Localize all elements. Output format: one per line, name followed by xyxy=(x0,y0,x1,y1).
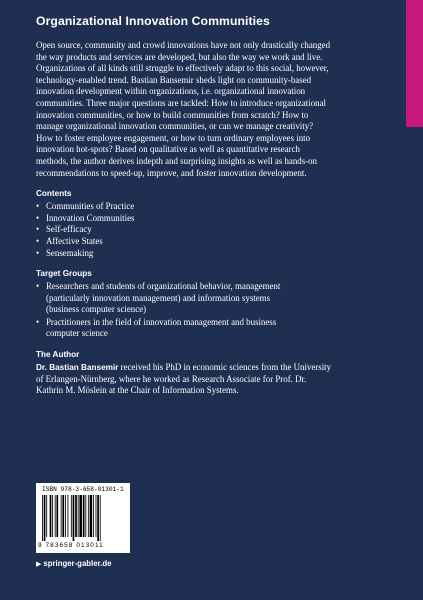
abstract-line: innovation development within organizations, i.e. organizational innovation xyxy=(36,86,306,97)
list-item xyxy=(36,317,398,340)
author-heading: The Author xyxy=(36,350,80,360)
abstract-line: the way products and services are developed, but also the way we work and live. xyxy=(36,51,323,62)
target-groups-heading: Target Groups xyxy=(36,269,92,279)
abstract-line: Organizations of all kinds still struggle to effectively adapt to this social, however, xyxy=(36,63,329,74)
author-bio xyxy=(36,362,398,397)
barcode-bar xyxy=(56,495,58,537)
barcode-bar xyxy=(75,495,77,537)
contents-heading: Contents xyxy=(36,189,72,199)
list-item-label: Sensemaking xyxy=(46,247,94,258)
abstract-line: recommendations to speed-up, improve, and foster innovation development. xyxy=(36,167,307,178)
barcode-bar xyxy=(93,495,94,537)
abstract-line: manage organizational innovation communities, or can we manage creativity? xyxy=(36,121,314,132)
bullet-icon: • xyxy=(36,247,40,258)
abstract-paragraph xyxy=(36,40,398,179)
author-bio-line: Kathrin M. Möslein at the Chair of Information Systems. xyxy=(36,385,239,396)
abstract-line: methods, the author derives indepth and surprising insights as well as hands-on xyxy=(36,155,317,166)
barcode-bar xyxy=(71,495,72,537)
barcode-bar xyxy=(96,495,97,537)
abstract-line: How to foster employee engagement, or how to turn ordinary employees into xyxy=(36,132,311,143)
barcode-bar xyxy=(55,495,56,537)
barcode-bar xyxy=(50,495,52,537)
barcode-bar xyxy=(85,495,86,537)
barcode-bar xyxy=(46,495,47,537)
book-title: Organizational Innovation Communities xyxy=(36,14,270,28)
list-item xyxy=(36,281,398,316)
barcode-bar xyxy=(88,495,89,537)
target-groups-list xyxy=(36,281,398,340)
list-item xyxy=(36,201,398,213)
list-item-line: (particularly innovation management) and information systems xyxy=(46,292,271,303)
isbn-number: ISBN 978-3-658-01301-1 xyxy=(42,486,124,493)
barcode-bar xyxy=(73,495,75,541)
list-item-label: Communities of Practice xyxy=(46,201,135,212)
barcode-bar xyxy=(78,495,79,537)
barcode-bar xyxy=(44,495,46,541)
barcode-bar xyxy=(62,495,64,537)
abstract-line: technology-enabled trend. Bastian Bansemir sheds light on community-based xyxy=(36,74,312,85)
abstract-line: innovation communities, or how to build communities from scratch? How to xyxy=(36,109,309,120)
isbn-barcode xyxy=(36,483,130,553)
barcode-bars xyxy=(42,495,124,541)
barcode-bar xyxy=(52,495,53,537)
list-item xyxy=(36,213,398,225)
bullet-icon: • xyxy=(36,235,40,246)
abstract-line: Open source, community and crowd innovations have not only drastically changed xyxy=(36,40,331,50)
author-name: Dr. Bastian Bansemir xyxy=(36,363,119,373)
bullet-icon: • xyxy=(36,316,40,327)
barcode-digits: 9 783658 013011 xyxy=(38,542,104,549)
barcode-bar xyxy=(61,495,62,537)
list-item-line: (business computer science) xyxy=(46,304,147,315)
abstract-line: communities. Three major questions are tackled: How to introduce organizational xyxy=(36,97,326,108)
barcode-bar xyxy=(100,495,101,541)
barcode-bar xyxy=(79,495,82,537)
list-item xyxy=(36,224,398,236)
list-item-label: Affective States xyxy=(46,235,103,246)
barcode-bar xyxy=(90,495,93,537)
list-item-line: Practitioners in the field of innovation management and business xyxy=(46,316,277,327)
author-bio-line: of Erlangen-Nürnberg, where he worked as Research Associate for Prof. Dr. xyxy=(36,373,307,384)
back-cover-text xyxy=(36,14,398,397)
bullet-icon: • xyxy=(36,224,40,235)
contents-list xyxy=(36,201,398,259)
list-item xyxy=(36,236,398,248)
magenta-accent-bar xyxy=(406,0,423,127)
list-item-line: computer science xyxy=(46,328,108,339)
website-label: springer-gabler.de xyxy=(43,559,112,568)
list-item-label: Self-efficacy xyxy=(46,224,92,235)
list-item xyxy=(36,248,398,260)
barcode-bar xyxy=(83,495,85,537)
barcode-bar xyxy=(68,495,69,537)
barcode-bar xyxy=(97,495,99,541)
barcode-bar xyxy=(65,495,66,537)
publisher-website[interactable] xyxy=(36,559,111,568)
list-item-label: Innovation Communities xyxy=(46,212,135,223)
bullet-icon: • xyxy=(36,212,40,223)
barcode-bar xyxy=(42,495,43,541)
bullet-icon: • xyxy=(36,281,40,292)
bullet-icon: • xyxy=(36,201,40,212)
list-item-line: Researchers and students of organizational behavior, management xyxy=(46,281,281,292)
abstract-line: innovation hot-spots? Based on qualitative as well as quantitative research xyxy=(36,144,300,155)
author-bio-line: received his PhD in economic sciences from the University xyxy=(118,362,332,373)
arrow-right-icon: ▶ xyxy=(36,560,42,568)
